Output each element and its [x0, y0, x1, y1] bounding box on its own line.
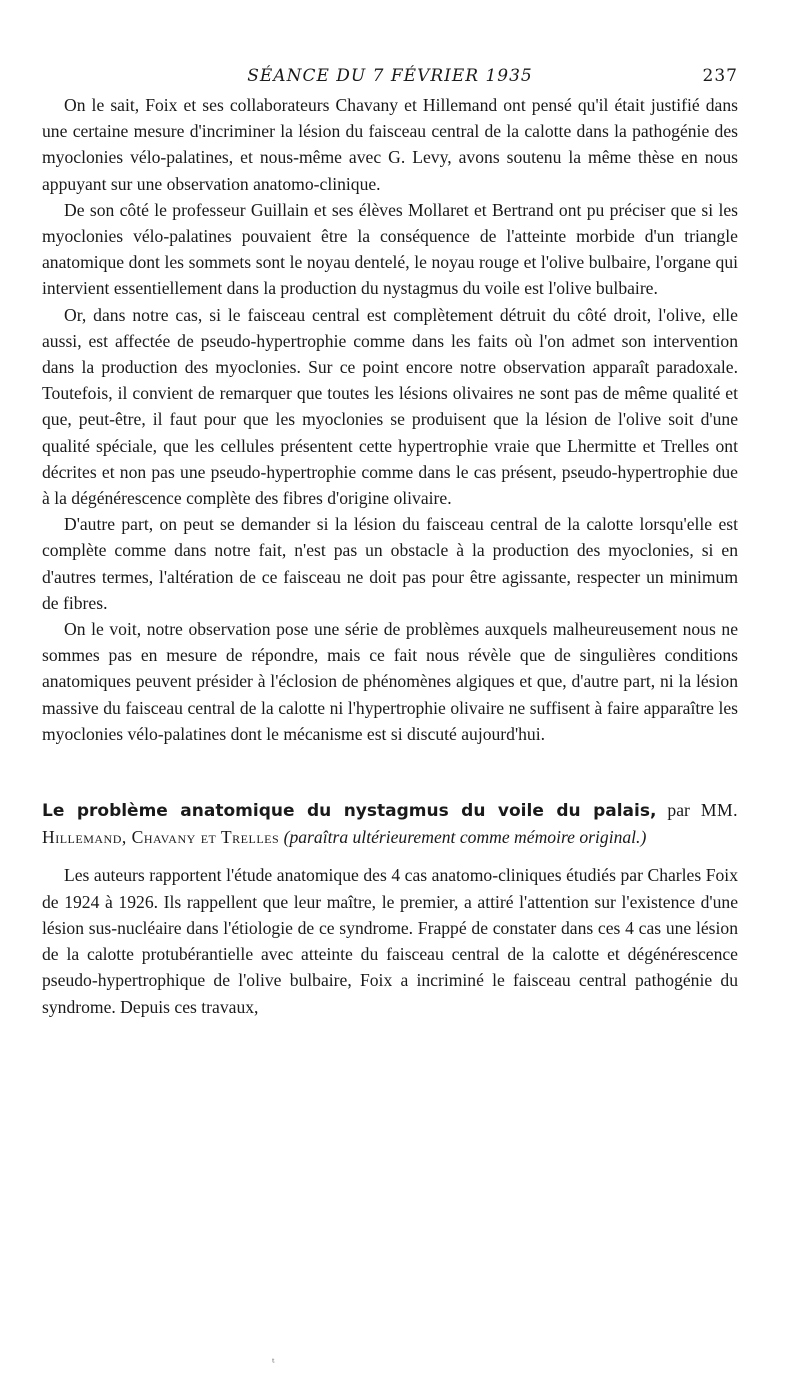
- paragraph: De son côté le professeur Guillain et ses élèves Mollaret et Bertrand ont pu préciser que si les myoclonies vélo-palatines pouvaient être la conséquence de l'atteinte morbide d'un triangle anatomique dont les sommets sont le noyau dentelé, le noyau rouge et l'olive bulbaire, l'organe qui intervient essentiellement dans la production du nystagmus du voile est l'olive bulbaire.: [42, 199, 738, 299]
- paragraph: On le sait, Foix et ses collaborateurs Chavany et Hillemand ont pensé qu'il était justifié dans une certaine mesure d'incriminer la lésion du faisceau central de la calotte dans la pathogénie des myoclonies vélo-palatines, et nous-même avec G. Levy, avons soutenu la même thèse en nous appuyant sur une observation anatomo-clinique.: [42, 95, 738, 194]
- section-body: [42, 862, 738, 1019]
- paragraph: On le voit, notre observation pose une série de problèmes auxquels malheureusement nous ne sommes pas en mesure de répondre, mais ce fait nous révèle que de singulières conditions anatomiques peuvent présider à l'éclosion de phénomènes algiques et que, d'autre part, ni la lésion massive du faisceau central de la calotte ni l'hypertrophie olivaire ne suffisent à faire apparaître les myoclonies vélo-palatines dont le mécanisme est si discuté aujourd'hui.: [42, 619, 738, 744]
- section-authors: MM. Hillemand, Chavany et Trelles: [42, 800, 738, 848]
- running-title: SÉANCE DU 7 FÉVRIER 1935: [247, 66, 533, 86]
- section-title: Le problème anatomique du nystagmus du voile du palais,: [42, 801, 657, 822]
- section-by: par: [667, 800, 690, 821]
- article-body: [42, 92, 738, 747]
- paragraph: D'autre part, on peut se demander si la lésion du faisceau central de la calotte lorsqu'elle est complète comme dans notre fait, n'est pas un obstacle à la production des myoclonies, si en d'autres termes, l'altération de ce faisceau ne doit pas pour être agissante, respecter un minimum de fibres.: [42, 514, 738, 613]
- paragraph: Or, dans notre cas, si le faisceau central est complètement détruit du côté droit, l'olive, elle aussi, est affectée de pseudo-hypertrophie comme dans les faits où l'on admet son intervention dans la production des myoclonies. Sur ce point encore notre observation apparaît paradoxale. Toutefois, il convient de remarquer que toutes les lésions olivaires ne sont pas de même qualité et que, peut-être, il faut pour que les myoclonies se produisent que la lésion de l'olive soit d'une qualité spéciale, que les cellules présentent cette hypertrophie vraie que Lhermitte et Trelles ont décrites et non pas une pseudo-hypertrophie comme dans le cas présent, pseudo-hypertrophie due à la dégénérescence complète des fibres d'origine olivaire.: [42, 304, 738, 509]
- paragraph: Les auteurs rapportent l'étude anatomique des 4 cas anatomo-cliniques étudiés par Charles Foix de 1924 à 1926. Ils rappellent que leur maître, le premier, a attiré l'attention sur l'existence d'une lésion sus-nucléaire dans l'étiologie de ce syndrome. Frappé de constater dans ces 4 cas une lésion de la calotte protubérantielle avec atteinte du faisceau central de la calotte et dégénérescence pseudo-hypertrophique de l'olive bulbaire, Foix a incriminé le faisceau central pathogénie du syndrome. Depuis ces travaux,: [42, 865, 738, 1017]
- section-heading: [42, 797, 738, 850]
- page-number: 237: [702, 66, 738, 86]
- running-header: [42, 62, 738, 92]
- footer-mark: ᵗ: [272, 1358, 275, 1369]
- section-note: (paraîtra ultérieurement comme mémoire original.): [283, 827, 647, 848]
